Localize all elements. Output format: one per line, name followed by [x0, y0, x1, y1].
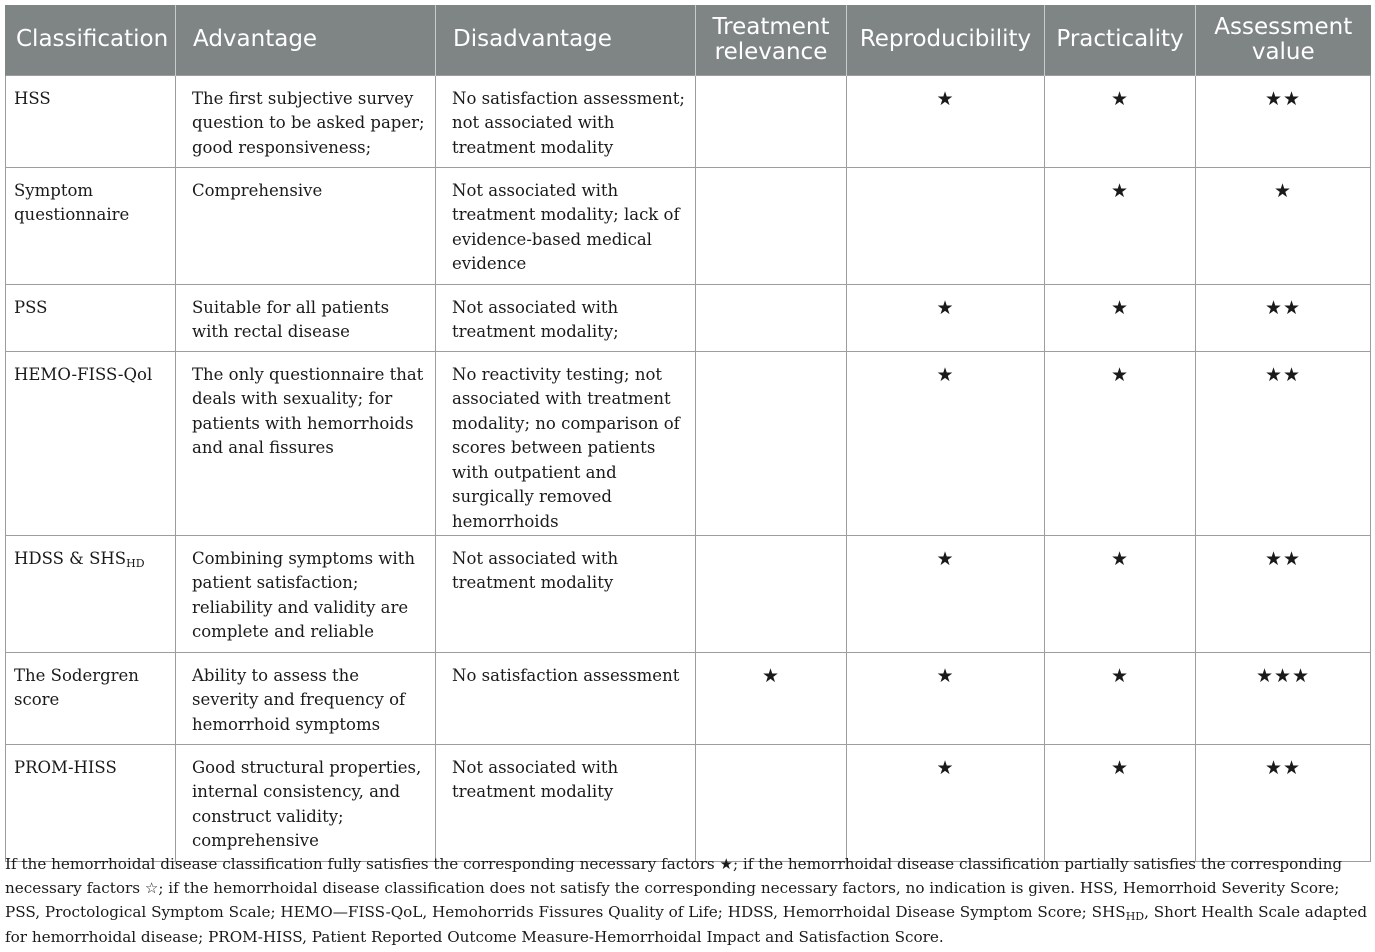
- cell-practicality: ★: [1045, 652, 1196, 744]
- table-footnote: [5, 852, 1371, 949]
- cell-practicality: ★: [1045, 167, 1196, 284]
- comparison-table: [5, 5, 1371, 862]
- cell-classification: PROM-HISS: [6, 744, 176, 861]
- cell-disadvantage: Not associated with treatment modality: [436, 535, 696, 652]
- cell-classification: PSS: [6, 284, 176, 351]
- outline-star-icon: ☆: [144, 879, 159, 898]
- filled-star-icon: ★: [719, 855, 733, 873]
- cell-classification: [6, 535, 176, 652]
- header-classification: Classification: [6, 5, 176, 75]
- header-assessment-value: Assessment value: [1196, 5, 1371, 75]
- cell-reproducibility: ★: [847, 652, 1045, 744]
- cell-treatment-relevance: [696, 535, 847, 652]
- cell-treatment-relevance: [696, 351, 847, 535]
- cell-assessment-value: ★★: [1196, 535, 1371, 652]
- table-row: [6, 167, 1371, 284]
- table-row: [6, 284, 1371, 351]
- cell-treatment-relevance: [696, 75, 847, 167]
- footnote-text-4: , Short Health Scale adapted for hemorrhoidal disease; PROM-HISS, Patient Reported Outcome Measure-Hemorrhoidal Impact and Satisfaction Score.: [5, 903, 1368, 946]
- cell-treatment-relevance: [696, 744, 847, 861]
- cell-disadvantage: Not associated with treatment modality; lack of evidence-based medical evidence: [436, 167, 696, 284]
- header-treatment-relevance: Treatment relevance: [696, 5, 847, 75]
- table-row: [6, 744, 1371, 861]
- cell-practicality: ★: [1045, 351, 1196, 535]
- footnote-text-3: ; if the hemorrhoidal disease classification does not satisfy the corresponding necessary factors, no indication is given. HSS, Hemorrhoid Severity Score; PSS, Proctological Symptom Scale; HEMO—FISS-QoL, Hemohorrids Fissures Quality of Life; HDSS, Hemorrhoidal Disease Symptom Score; SHS: [5, 879, 1340, 922]
- cell-assessment-value: ★★: [1196, 744, 1371, 861]
- cell-treatment-relevance: [696, 284, 847, 351]
- table-row: [6, 535, 1371, 652]
- cell-practicality: ★: [1045, 75, 1196, 167]
- cell-disadvantage: No reactivity testing; not associated with treatment modality; no comparison of scores between patients with outpatient and surgically removed hemorrhoids: [436, 351, 696, 535]
- cell-reproducibility: ★: [847, 284, 1045, 351]
- header-disadvantage: Disadvantage: [436, 5, 696, 75]
- table-row: [6, 75, 1371, 167]
- cell-assessment-value: ★★: [1196, 284, 1371, 351]
- cell-practicality: ★: [1045, 744, 1196, 861]
- cell-reproducibility: ★: [847, 744, 1045, 861]
- cell-advantage: Good structural properties, internal consistency, and construct validity; comprehensive: [176, 744, 436, 861]
- cell-advantage: Comprehensive: [176, 167, 436, 284]
- cell-classification: HEMO-FISS-Qol: [6, 351, 176, 535]
- cell-advantage: Ability to assess the severity and frequency of hemorrhoid symptoms: [176, 652, 436, 744]
- footnote-text-1: If the hemorrhoidal disease classification fully satisfies the corresponding necessary factors: [5, 855, 720, 873]
- header-reproducibility: Reproducibility: [847, 5, 1045, 75]
- cell-disadvantage: No satisfaction assessment: [436, 652, 696, 744]
- cell-treatment-relevance: ★: [696, 652, 847, 744]
- cell-assessment-value: ★★: [1196, 75, 1371, 167]
- cell-classification: Symptom questionnaire: [6, 167, 176, 284]
- cell-reproducibility: [847, 167, 1045, 284]
- cell-assessment-value: ★★★: [1196, 652, 1371, 744]
- comparison-table-container: [5, 5, 1370, 862]
- cell-classification: The Sodergren score: [6, 652, 176, 744]
- cell-disadvantage: Not associated with treatment modality: [436, 744, 696, 861]
- cell-reproducibility: ★: [847, 351, 1045, 535]
- table-row: [6, 652, 1371, 744]
- cell-practicality: ★: [1045, 535, 1196, 652]
- table-row: [6, 351, 1371, 535]
- cell-reproducibility: ★: [847, 75, 1045, 167]
- cell-disadvantage: Not associated with treatment modality;: [436, 284, 696, 351]
- cell-treatment-relevance: [696, 167, 847, 284]
- cell-assessment-value: ★: [1196, 167, 1371, 284]
- cell-practicality: ★: [1045, 284, 1196, 351]
- cell-advantage: Combining symptoms with patient satisfaction; reliability and validity are complete and reliable: [176, 535, 436, 652]
- cell-assessment-value: ★★: [1196, 351, 1371, 535]
- cell-reproducibility: ★: [847, 535, 1045, 652]
- cell-advantage: Suitable for all patients with rectal disease: [176, 284, 436, 351]
- cell-advantage: The only questionnaire that deals with sexuality; for patients with hemorrhoids and anal fissures: [176, 351, 436, 535]
- table-header-row: [6, 5, 1371, 75]
- cell-classification: HSS: [6, 75, 176, 167]
- footnote-subscript: HD: [1125, 910, 1145, 924]
- cell-disadvantage: No satisfaction assessment; not associated with treatment modality: [436, 75, 696, 167]
- cell-advantage: The first subjective survey question to be asked paper; good responsiveness;: [176, 75, 436, 167]
- classification-subscript: HD: [126, 556, 145, 570]
- classification-text: HDSS & SHS: [14, 548, 127, 568]
- header-advantage: Advantage: [176, 5, 436, 75]
- header-practicality: Practicality: [1045, 5, 1196, 75]
- footnote-text-2: ; if the hemorrhoidal disease classification partially satisfies the corresponding necessary factors: [5, 855, 1343, 898]
